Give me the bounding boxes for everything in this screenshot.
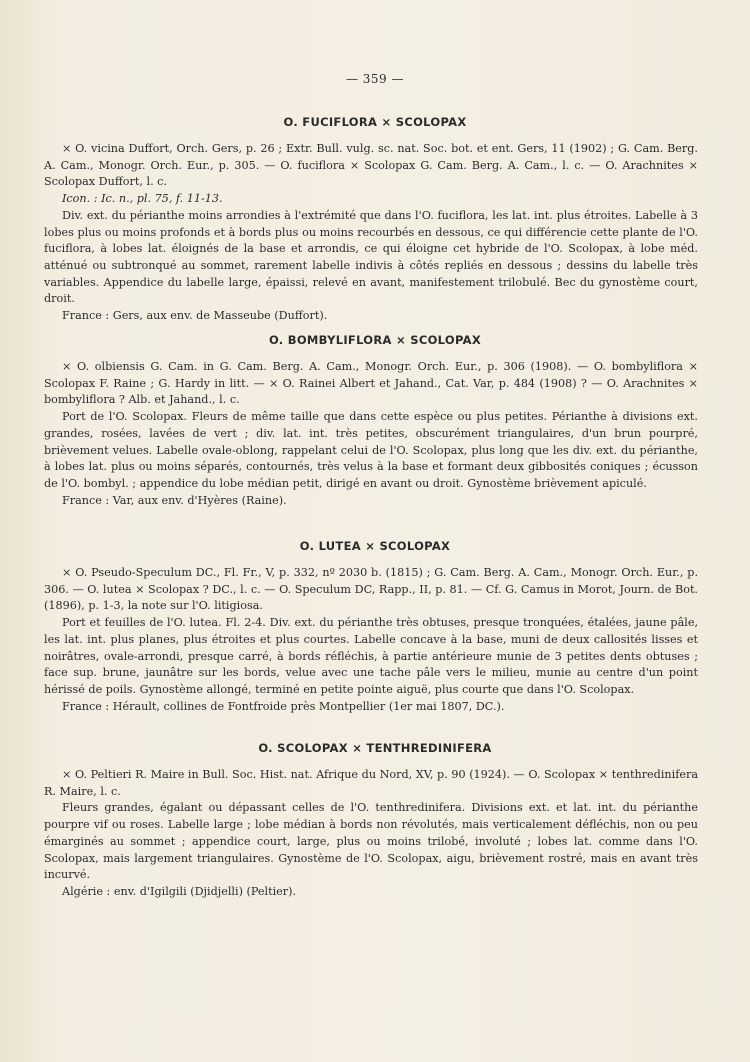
synonymy-paragraph: × O. Peltieri R. Maire in Bull. Soc. Hist. nat. Afrique du Nord, XV, p. 90 (1924). — O. Scolopax × tenthredinifera R. Maire, l. c. [44, 768, 698, 798]
locality-line: France : Hérault, collines de Fontfroide près Montpellier (1er mai 1807, DC.). [62, 699, 505, 713]
section-title-bombyliflora-scolopax: O. BOMBYLIFLORA × SCOLOPAX [268, 333, 482, 347]
section-title-fuciflora-scolopax: O. FUCIFLORA × SCOLOPAX [283, 115, 467, 129]
iconography-line: Icon. : Ic. n., pl. 75, f. 11-13. [62, 192, 223, 206]
synonymy-paragraph: × O. Pseudo-Speculum DC., Fl. Fr., V, p. 332, nº 2030 b. (1815) ; G. Cam. Berg. A. Cam., Monogr. Orch. Eur., p. 306. — O. lutea × Scolopax ? DC., l. c. — O. Speculum DC, Rapp., II, p. 81. — Cf. G. Camus in Morot, Journ. de Bot. (1896), p. 1-3, la note sur l'O. litigiosa. [44, 566, 698, 613]
locality-line: Algérie : env. d'Igilgili (Djidjelli) (Peltier). [62, 884, 297, 898]
description-paragraph: Fleurs grandes, égalant ou dépassant celles de l'O. tenthredinifera. Divisions ext. et lat. int. du périanthe pourpre vif ou roses. Labelle large ; lobe médian à bords non révolutés, mais verticalement défléchis, non ou peu émarginés au sommet ; appendice court, large, plus ou moins trilobé, involuté ; lobes lat. comme dans l'O. Scolopax, mais largement triangulaires. Gynostème de l'O. Scolopax, aigu, brièvement rostré, mais en avant très incurvé. [44, 801, 698, 882]
section-title-scolopax-tenthredinifera: O. SCOLOPAX × TENTHREDINIFERA [258, 741, 492, 755]
section-title-lutea-scolopax: O. LUTEA × SCOLOPAX [299, 539, 451, 553]
description-paragraph: Port et feuilles de l'O. lutea. Fl. 2-4. Div. ext. du périanthe très obtuses, presque tronquées, étalées, jaune pâle, les lat. int. plus planes, plus étroites et plus courtes. Labelle concave à la base, muni de deux callosités lisses et noirâtres, ovale-arrondi, presque carré, à bords réfléchis, à partie antérieure munie de 3 petites dents obtuses ; face sup. brune, jaunâtre sur les bords, velue avec une tache pâle vers le milieu, munie au centre d'un point hérissé de poils. Gynostème allongé, terminé en petite pointe aiguë, plus courte que dans l'O. Scolopax. [44, 616, 698, 696]
synonymy-paragraph: × O. vicina Duffort, Orch. Gers, p. 26 ; Extr. Bull. vulg. sc. nat. Soc. bot. et ent. Gers, 11 (1902) ; G. Cam. Berg. A. Cam., Monogr. Orch. Eur., p. 305. — O. fuciflora × Scolopax G. Cam. Berg. A. Cam., l. c. — O. Arachnites × Scolopax Duffort, l. c. [44, 142, 698, 189]
locality-line: France : Var, aux env. d'Hyères (Raine). [62, 493, 287, 507]
section-body-lutea-scolopax [44, 565, 698, 715]
synonymy-paragraph: × O. olbiensis G. Cam. in G. Cam. Berg. A. Cam., Monogr. Orch. Eur., p. 306 (1908). — O. bombyliflora × Scolopax F. Raine ; G. Hardy in litt. — × O. Rainei Albert et Jahand., Cat. Var, p. 484 (1908) ? — O. Arachnites × bombyliflora ? Alb. et Jahand., l. c. [44, 360, 698, 407]
locality-line: France : Gers, aux env. de Masseube (Duffort). [62, 309, 328, 323]
page-number: — 359 — [345, 72, 405, 86]
section-body-scolopax-tenthredinifera [44, 767, 698, 901]
description-paragraph: Port de l'O. Scolopax. Fleurs de même taille que dans cette espèce ou plus petites. Périanthe à divisions ext. grandes, rosées, lavées de vert ; div. lat. int. très petites, obscurément triangulaires, d'un brun pourpré, brièvement velues. Labelle ovale-oblong, rappelant celui de l'O. Scolopax, plus long que les div. ext. du périanthe, à lobes lat. plus ou moins séparés, contournés, très velus à la base et formant deux gibbosités coniques ; écusson de l'O. bombyl. ; appendice du lobe médian petit, dirigé en avant ou droit. Gynostème brièvement apiculé. [44, 410, 698, 490]
description-paragraph: Div. ext. du périanthe moins arrondies à l'extrémité que dans l'O. fuciflora, les lat. int. plus étroites. Labelle à 3 lobes plus ou moins profonds et à bords plus ou moins recourbés en dessous, ce qui différencie cette plante de l'O. fuciflora, à lobes lat. éloignés de la base et arrondis, ce qui éloigne cet hybride de l'O. Scolopax, à lobe méd. atténué ou subtronqué au sommet, rarement labelle indivis à côtés repliés en dessous ; dessins du labelle très variables. Appendice du labelle large, épaissi, relevé en avant, manifestement trilobulé. Bec du gynostème court, droit. [44, 208, 698, 306]
section-body-bombyliflora-scolopax [44, 359, 698, 509]
section-body-fuciflora-scolopax [44, 141, 698, 325]
